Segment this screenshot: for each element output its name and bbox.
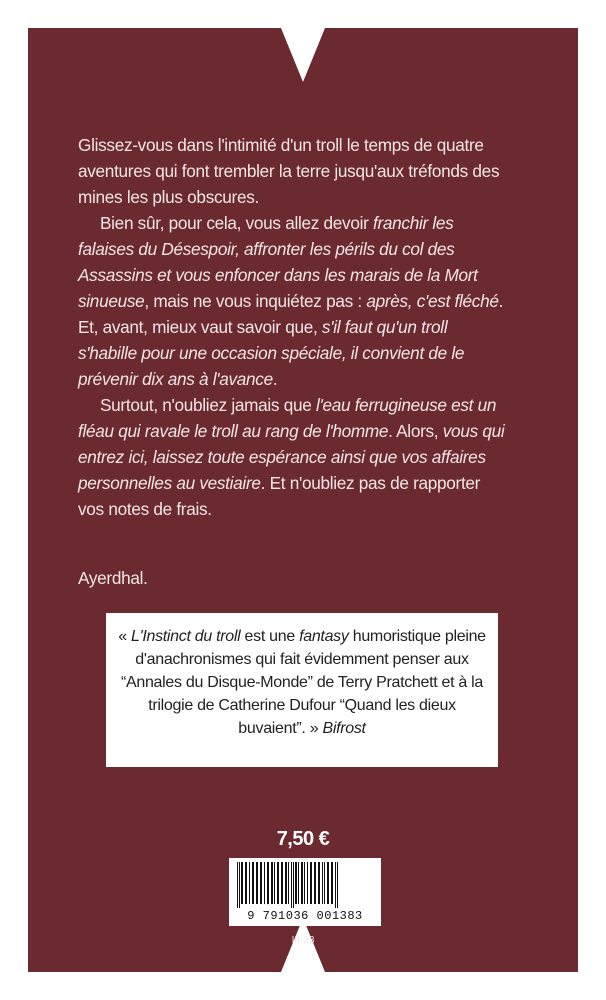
p2-italic-b: franchir les falaises du Désespoir, affronter les périls du col des Assassins et vous enfoncer dans les marais de la Mort sinueuse [78,213,478,311]
p2-text-e: . Et, avant, mieux vaut savoir que, [78,291,504,337]
quote-text-2: humoristique pleine d'anachronismes qui fait évidemment penser aux “Annales du Disque-Monde” de Terry Pratchett et à la trilogie de Catherine Dufour “Quand les dieux buvaient”. » [120,628,486,737]
price-label: 7,50 € [276,828,330,850]
barcode-bar [310,862,312,904]
barcode-bar [293,862,294,908]
review-quote-box [106,613,498,767]
barcode-bar [264,862,265,904]
p3-text-c: . Alors, [388,421,443,441]
barcode-bar [307,862,308,904]
barcode-bar [335,862,336,908]
barcode-bar [277,862,279,904]
quote-source: Bifrost [322,720,366,737]
barcode-bar [245,862,247,904]
p3-italic-d: vous qui entrez ici, laissez toute espérance ainsi que vos affaires personnelles au vestiaire [78,421,505,493]
barcode-bar [298,862,299,904]
barcode-bar [241,862,243,904]
barcode-bar [327,862,329,904]
barcode-bar [281,862,283,904]
p2-text-g: . [272,369,278,389]
quote-genre: fantasy [299,628,349,645]
p2-italic-f: s'il faut qu'un troll s'habille pour une occasion spéciale, il convient de le prévenir dix ans à l'avance [78,317,465,389]
barcode-bar [288,862,289,904]
p3-text-e: . Et n'oubliez pas de rapporter vos notes de frais. [78,473,481,519]
barcode-bar [285,862,287,904]
product-code: III-23 [291,935,315,946]
blurb-text [78,132,506,522]
p2-italic-d: après, c'est fléché [366,291,499,311]
quote-book-title: L'Instinct du troll [130,628,241,645]
barcode-bar [249,862,250,904]
barcode-bar [237,862,238,908]
p2-text-a: Bien sûr, pour cela, vous allez devoir [100,213,374,233]
barcode-bar [324,862,325,904]
blurb-paragraph-1: Glissez-vous dans l'intimité d'un troll le temps de quatre aventures qui font trembler la terre jusqu'aux tréfonds des mines les plus obscures. [78,135,500,207]
barcode-bar [314,862,316,904]
barcode-bar [274,862,275,904]
barcode-bar [322,862,323,904]
author-signature: Ayerdhal. [78,568,148,588]
barcode-bar [331,862,333,904]
blurb-paragraph-3 [78,392,506,522]
barcode-bar [291,862,292,908]
barcode-bar [304,862,305,904]
review-quote [118,625,486,740]
barcode-bar [256,862,258,904]
barcode-bar [318,862,320,904]
p3-text-a: Surtout, n'oubliez jamais que [100,395,316,415]
quote-text-1: est une [240,628,300,645]
barcode-bar [239,862,240,908]
barcode-bars [235,862,375,908]
barcode-bar [337,862,338,908]
p2-text-c: , mais ne vous inquiétez pas : [144,291,367,311]
barcode-bar [260,862,262,904]
barcode-bar [271,862,273,904]
barcode-bar [295,862,297,904]
top-notch [281,28,325,82]
barcode-bar [267,862,269,904]
barcode-bar [252,862,254,904]
quote-open: « [118,628,131,645]
isbn-number: 9 791036 001383 [247,909,363,923]
isbn-barcode [229,858,381,926]
p3-italic-b: l'eau ferrugineuse est un fléau qui ravale le troll au rang de l'homme [78,395,497,441]
blurb-paragraph-2 [78,210,506,392]
barcode-bar [301,862,303,904]
